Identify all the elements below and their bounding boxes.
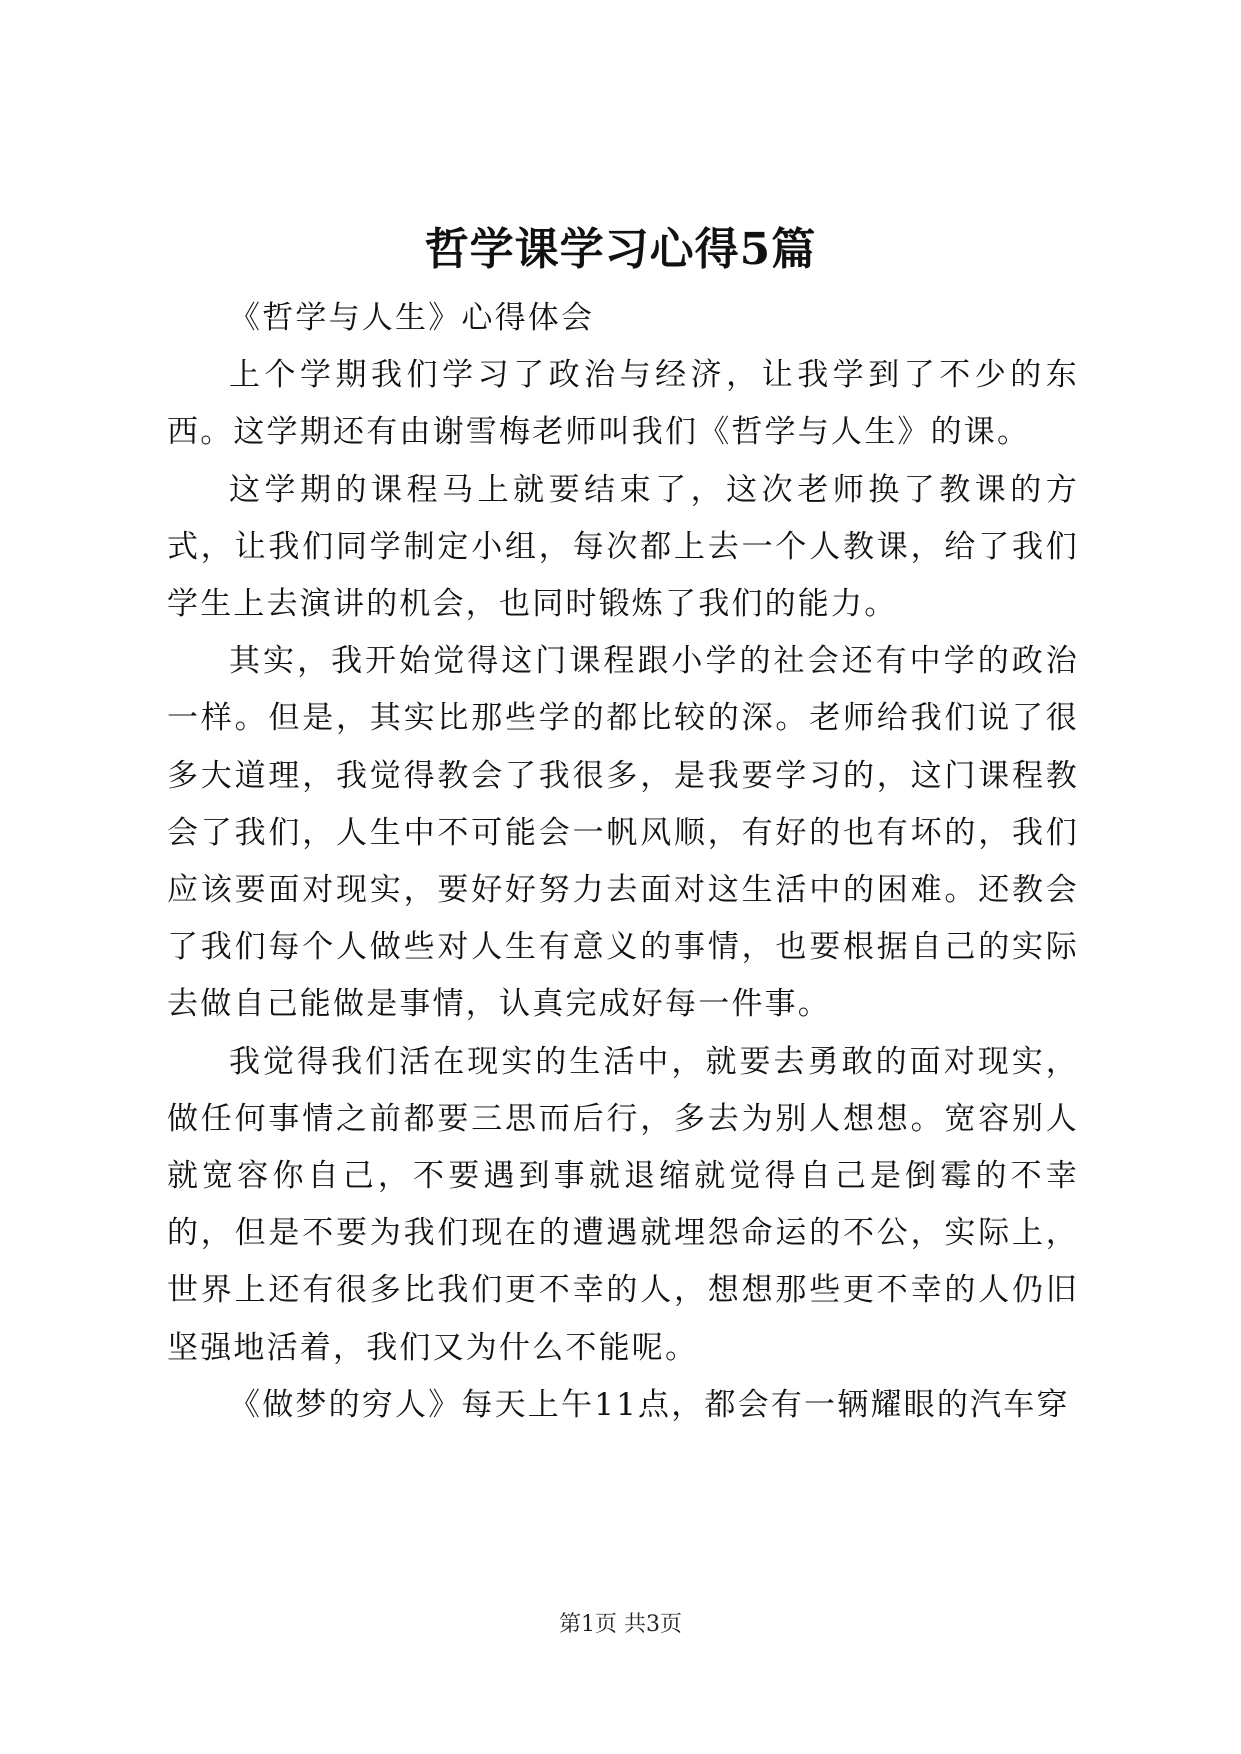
- paragraph: 其实，我开始觉得这门课程跟小学的社会还有中学的政治一样。但是，其实比那些学的都比较的深。老师给我们说了很多大道理，我觉得教会了我很多，是我要学习的，这门课程教会了我们，人生中不可能会一帆风顺，有好的也有坏的，我们应该要面对现实，要好好努力去面对这生活中的困难。还教会了我们每个人做些对人生有意义的事情，也要根据自己的实际去做自己能做是事情，认真完成好每一件事。: [167, 643, 1079, 1023]
- paragraph: 上个学期我们学习了政治与经济，让我学到了不少的东西。这学期还有由谢雪梅老师叫我们《哲学与人生》的课。: [167, 357, 1079, 451]
- paragraph: 《做梦的穷人》每天上午11点，都会有一辆耀眼的汽车穿: [229, 1386, 1070, 1423]
- document-title: 哲学课学习心得5篇: [424, 224, 817, 275]
- paragraph: 这学期的课程马上就要结束了，这次老师换了教课的方式，让我们同学制定小组，每次都上去一个人教课，给了我们学生上去演讲的机会，也同时锻炼了我们的能力。: [167, 471, 1079, 623]
- document-body: [167, 290, 1079, 1434]
- page-number-footer: 第1页 共3页: [559, 1612, 682, 1637]
- paragraph: 《哲学与人生》心得体会: [229, 300, 595, 336]
- paragraph: 我觉得我们活在现实的生活中，就要去勇敢的面对现实，做任何事情之前都要三思而后行，多去为别人想想。宽容别人就宽容你自己，不要遇到事就退缩就觉得自己是倒霉的不幸的，但是不要为我们现在的遭遇就埋怨命运的不公，实际上，世界上还有很多比我们更不幸的人，想想那些更不幸的人仍旧坚强地活着，我们又为什么不能呢。: [167, 1043, 1079, 1366]
